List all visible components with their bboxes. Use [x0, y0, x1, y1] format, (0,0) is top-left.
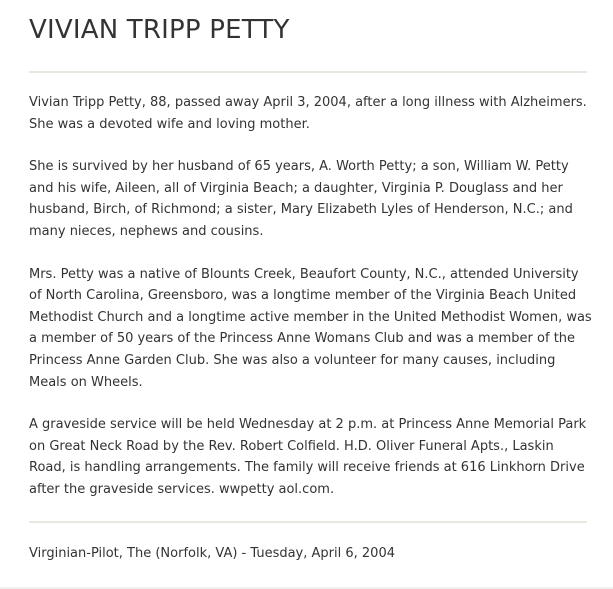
- paragraph-survivors: She is survived by her husband of 65 years, A. Worth Petty; a son, William W. Petty and his wife, Aileen, all of Virginia Beach; a daughter, Virginia P. Douglass and her husband, Birch, of Richmond; a sister, Mary Elizabeth Lyles of Henderson, N.C.; and many nieces, nephews and cousins.: [29, 159, 573, 239]
- title-divider: [29, 71, 587, 73]
- paragraph-death-notice: Vivian Tripp Petty, 88, passed away April 3, 2004, after a long illness with Alzheimers. She was a devoted wife and loving mother.: [29, 95, 587, 132]
- paragraph-biography: Mrs. Petty was a native of Blounts Creek, Beaufort County, N.C., attended University of North Carolina, Greensboro, was a longtime member of the Virginia Beach United Methodist Church and a longtime active member in the United Methodist Women, was a member of 50 years of the Princess Anne Womans Club and was a member of the Princess Anne Garden Club. She was also a volunteer for many causes, including Meals on Wheels.: [29, 266, 592, 390]
- publication-source: Virginian-Pilot, The (Norfolk, VA) - Tuesday, April 6, 2004: [29, 546, 395, 561]
- obituary-title: VIVIAN TRIPP PETTY: [29, 15, 290, 45]
- obituary-body: [29, 92, 594, 522]
- source-divider: [29, 521, 587, 523]
- paragraph-service-details: A graveside service will be held Wednesday at 2 p.m. at Princess Anne Memorial Park on Great Neck Road by the Rev. Robert Colfield. H.D. Oliver Funeral Apts., Laskin Road, is handling arrangements. The family will receive friends at 616 Linkhorn Drive after the graveside services. wwpetty aol.com.: [29, 417, 587, 497]
